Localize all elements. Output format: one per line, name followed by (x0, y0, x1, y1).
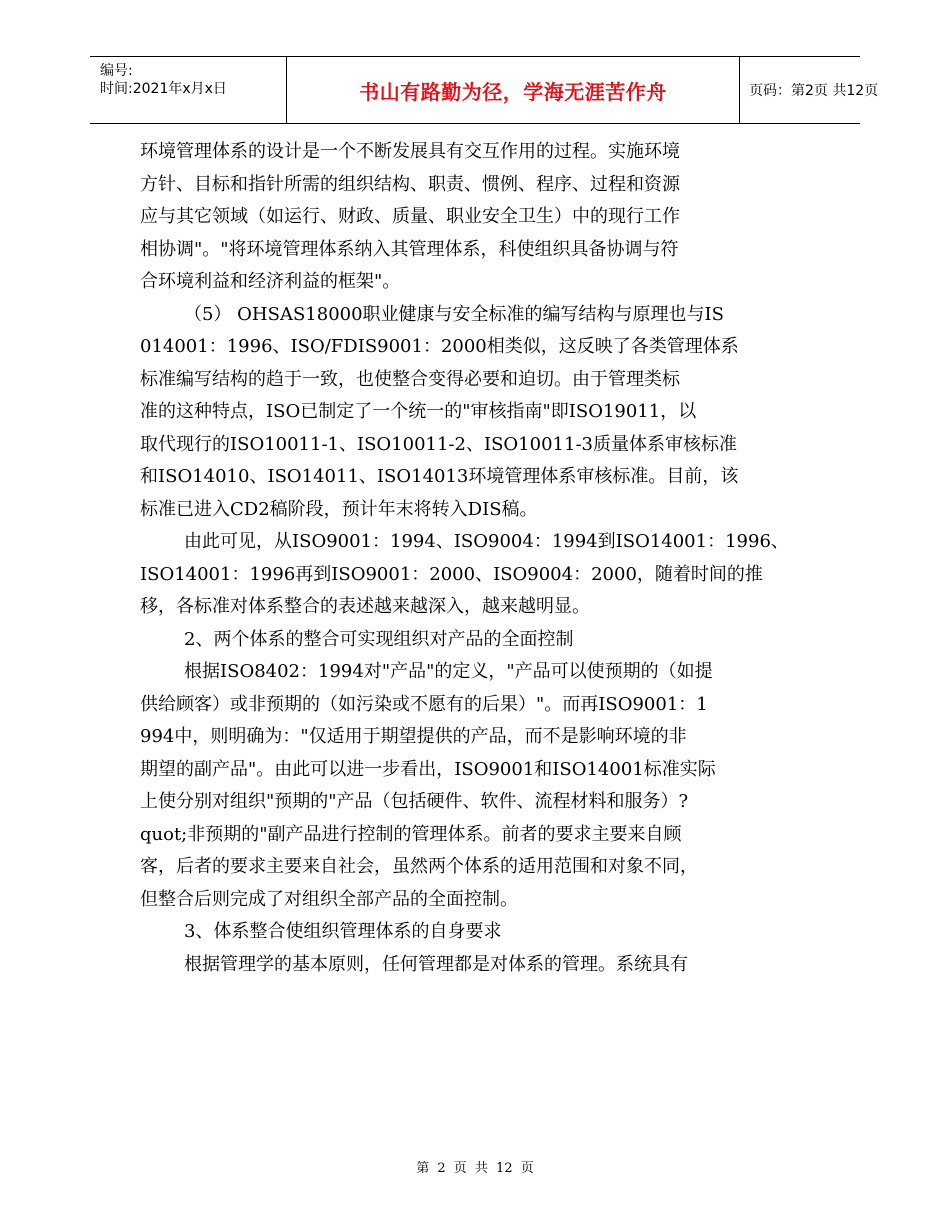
document-time-label: 时间:2021年x月x日 (100, 81, 227, 97)
body-text-line: ISO14001：1996再到ISO9001：2000、ISO9004：2000，随着时间的推 (140, 563, 763, 585)
body-text-line: 994中，则明确为："仅适用于期望提供的产品，而不是影响环境的非 (140, 726, 687, 747)
header-motto-cell (286, 57, 740, 123)
body-text-line: 环境管理体系的设计是一个不断发展具有交互作用的过程。实施环境 (140, 141, 680, 162)
body-text-line: 合环境利益和经济利益的框架"。 (140, 271, 401, 292)
body-text-line: 供给顾客）或非预期的（如污染或不愿有的后果）"。而再ISO9001：1 (140, 693, 708, 715)
body-text-line: （5） OHSAS18000职业健康与安全标准的编写结构与原理也与IS (184, 303, 724, 325)
body-text-line: 但整合后则完成了对组织全部产品的全面控制。 (140, 888, 518, 910)
body-text-line: 3、体系整合使组织管理体系的自身要求 (184, 921, 502, 942)
body-text-line: 方针、目标和指针所需的组织结构、职责、惯例、程序、过程和资源 (140, 173, 680, 195)
document-number-label: 编号: (100, 63, 133, 79)
body-text-line: 根据ISO8402：1994对"产品"的定义，"产品可以使预期的（如提 (184, 661, 713, 682)
body-text-line: 根据管理学的基本原则，任何管理都是对体系的管理。系统具有 (184, 953, 688, 975)
document-body (140, 136, 820, 981)
body-text-line: 移，各标准对体系整合的表述越来越深入，越来越明显。 (140, 596, 590, 617)
body-text-line: 由此可见，从ISO9001：1994、ISO9004：1994到ISO14001：1996、 (184, 531, 789, 552)
body-text-line: 2、两个体系的整合可实现组织对产品的全面控制 (184, 628, 574, 650)
body-text-line: 标准已进入CD2稿阶段，预计年末将转入DIS稿。 (140, 498, 538, 520)
page-header (90, 56, 879, 124)
body-text-line: 期望的副产品"。由此可以进一步看出，ISO9001和ISO14001标准实际 (140, 758, 716, 780)
header-motto: 书山有路勤为径，学海无涯苦作舟 (359, 79, 667, 104)
body-text-line: 客，后者的要求主要来自社会，虽然两个体系的适用范围和对象不同， (140, 856, 698, 877)
body-text-line: 标准编写结构的趋于一致，也使整合变得必要和迫切。由于管理类标 (140, 368, 680, 390)
header-right-cell (739, 57, 879, 123)
body-text-line: quot;非预期的"副产品进行控制的管理体系。前者的要求主要来自顾 (140, 823, 682, 845)
body-text-line: 相协调"。"将环境管理体系纳入其管理体系，科使组织具备协调与符 (140, 238, 679, 260)
body-text-line: 应与其它领域（如运行、财政、质量、职业安全卫生）中的现行工作 (140, 206, 680, 227)
header-page-code: 页码：第2页 共12页 (749, 83, 879, 99)
body-text-line: 取代现行的ISO10011-1、ISO10011-2、ISO10011-3质量体系审核标准 (140, 433, 737, 455)
body-text-line: 上使分别对组织"预期的"产品（包括硬件、软件、流程材料和服务）? (140, 791, 689, 812)
body-text-line: 和ISO14010、ISO14011、ISO14013环境管理体系审核标准。目前，该 (140, 466, 739, 487)
body-text-line: 准的这种特点，ISO已制定了一个统一的"审核指南"即ISO19011，以 (140, 401, 697, 422)
page-footer: 第 2 页 共 12 页 (416, 1161, 534, 1176)
body-text-line: 014001：1996、ISO/FDIS9001：2000相类似，这反映了各类管理体系 (140, 336, 739, 357)
header-left-cell (90, 57, 286, 123)
